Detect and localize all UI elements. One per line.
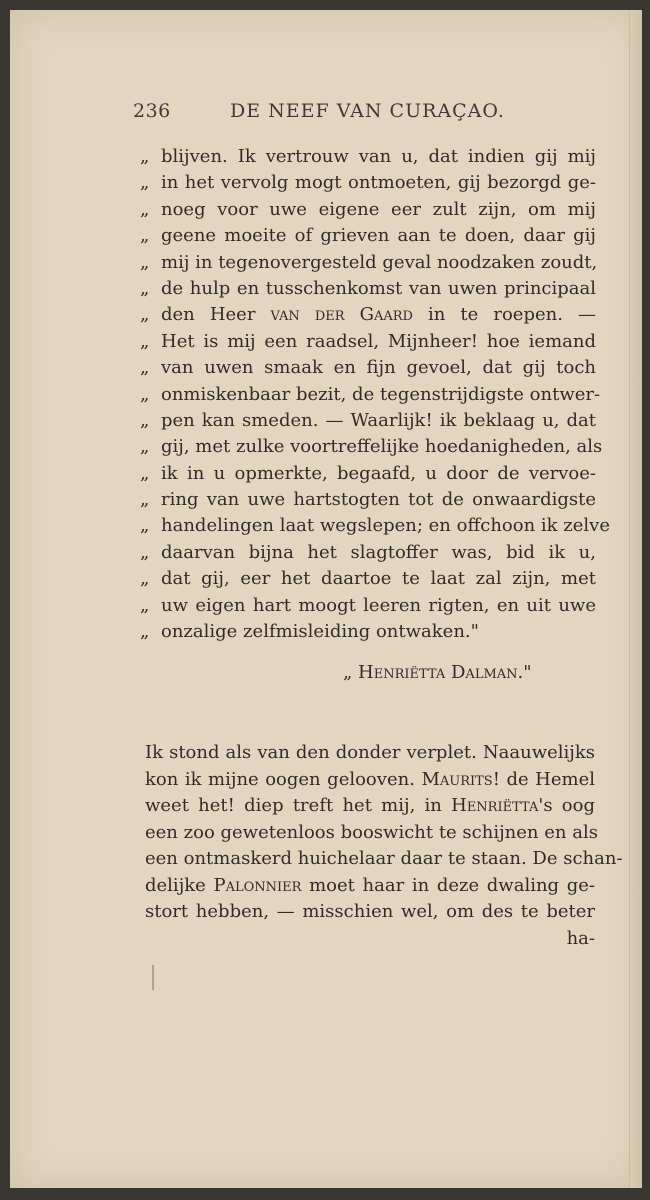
quote-mark: „ [140, 277, 150, 299]
quote-mark: „ [140, 198, 150, 220]
person-name: Maurits [421, 768, 493, 790]
quote-line [140, 513, 610, 539]
quote-line [140, 329, 610, 355]
person-name: van der Gaard [270, 304, 413, 326]
quote-line-text: dat gij, eer het daartoe te laat zal zijn, met [161, 568, 596, 590]
quote-line-text: blijven. Ik vertrouw van u, dat indien gij mij [161, 146, 596, 167]
line-text-part: ! de Hemel [492, 768, 595, 790]
quote-line-text: in het vervolg mogt ontmoeten, gij bezorgd ge- [161, 172, 596, 194]
quote-mark: „ [140, 172, 150, 194]
quote-mark: „ [140, 541, 150, 563]
line-text-part: Ik stond als van den donder verplet. Naauwelijks [145, 742, 595, 763]
person-name: Palonnier [213, 874, 302, 896]
quote-line-text: uw eigen hart moogt leeren rigten, en uit uwe [161, 594, 596, 616]
line-text-part: stort hebben, — misschien wel, om des te beter [145, 901, 595, 922]
signature-name: Henriëtta Dalman [358, 662, 518, 683]
paragraph-line [145, 740, 595, 767]
quote-line-text [161, 302, 596, 328]
paragraph-line [145, 767, 595, 794]
quote-line [140, 170, 610, 196]
quote-mark: „ [140, 330, 150, 352]
quote-line-text: onzalige zelfmisleiding ontwaken." [161, 621, 479, 643]
signature-open-quote: „ [343, 662, 359, 683]
person-name: Henriëtta [451, 795, 539, 816]
signature-close: ." [517, 662, 532, 683]
quote-line [140, 197, 610, 223]
paragraph-line [145, 793, 595, 820]
quote-line-text: Het is mij een raadsel, Mijnheer! hoe iemand [161, 330, 596, 352]
line-text-part: den Heer [161, 304, 271, 326]
running-header [133, 100, 593, 130]
quote-line-text: van uwen smaak en fijn gevoel, dat gij toch [161, 357, 596, 379]
quote-line [140, 144, 610, 170]
margin-mark [152, 965, 154, 990]
quote-line [140, 382, 610, 408]
quote-mark: „ [140, 436, 150, 458]
line-text-part: weet het! diep treft het mij, in [145, 795, 452, 816]
paragraph-line [145, 846, 623, 873]
quote-mark: „ [140, 594, 150, 616]
quote-mark: „ [140, 568, 150, 590]
page-number: 236 [133, 100, 171, 122]
quote-line [140, 593, 610, 619]
quote-line [140, 434, 610, 460]
quote-line-text: pen kan smeden. — Waarlijk! ik beklaag u, dat [161, 409, 596, 431]
line-text-part: in te roepen. — [412, 304, 596, 326]
quote-mark: „ [140, 489, 150, 511]
quote-line-text: handelingen laat wegslepen; en offchoon ik zelve [161, 515, 610, 537]
quote-mark: „ [140, 383, 150, 405]
quote-mark: „ [140, 251, 150, 273]
quote-line [140, 223, 610, 249]
paragraph-line [145, 820, 598, 847]
quote-mark: „ [140, 515, 150, 537]
quote-line-text: noeg voor uwe eigene eer zult zijn, om mij [161, 198, 596, 220]
paragraph-line [145, 873, 595, 900]
quote-line-text: de hulp en tusschenkomst van uwen principaal [161, 277, 596, 299]
page-edge [629, 10, 642, 1188]
letter-signature [343, 662, 532, 683]
paragraph-line [145, 899, 595, 926]
quote-line [140, 302, 610, 328]
quote-mark: „ [140, 357, 150, 379]
quote-line [140, 461, 610, 487]
catchword: ha- [566, 927, 595, 949]
quote-line [140, 250, 610, 276]
quote-line-text: daarvan bijna het slagtoffer was, bid ik u, [161, 541, 596, 563]
quote-line-text: ring van uwe hartstogten tot de onwaardigste [161, 489, 596, 511]
quote-line [140, 566, 610, 592]
quote-mark: „ [140, 462, 150, 484]
quote-line-text: mij in tegenovergesteld geval noodzaken zoudt, [161, 251, 598, 273]
quote-line [140, 487, 610, 513]
running-title: DE NEEF VAN CURAÇAO. [230, 100, 505, 122]
line-text-part: moet haar in deze dwaling ge- [301, 874, 595, 896]
quote-line [140, 408, 610, 434]
quote-mark: „ [140, 146, 150, 167]
quote-line-text: ik in u opmerkte, begaafd, u door de vervoe- [161, 462, 596, 484]
quote-line [140, 540, 610, 566]
quote-line-text: gij, met zulke voortreffelijke hoedanigheden, als [161, 436, 603, 458]
quote-mark: „ [140, 409, 150, 431]
line-text-part: een ontmaskerd huichelaar daar te staan. De schan- [145, 848, 623, 869]
quote-line-text: geene moeite of grieven aan te doen, daar gij [161, 225, 596, 247]
body-paragraph [145, 740, 623, 952]
quoted-letter [140, 144, 610, 645]
line-text-part: delijke [145, 874, 214, 896]
quote-mark: „ [140, 225, 150, 247]
quote-line [140, 355, 610, 381]
quote-line [140, 276, 610, 302]
line-text-part: 's oog [538, 795, 595, 816]
quote-line-text: onmiskenbaar bezit, de tegenstrijdigste ontwer- [161, 383, 601, 405]
line-text-part: kon ik mijne oogen gelooven. [145, 768, 422, 790]
quote-mark: „ [140, 621, 150, 643]
quote-mark: „ [140, 304, 150, 326]
line-text-part: een zoo gewetenloos booswicht te schijnen en als [145, 821, 598, 843]
quote-line [140, 619, 610, 645]
